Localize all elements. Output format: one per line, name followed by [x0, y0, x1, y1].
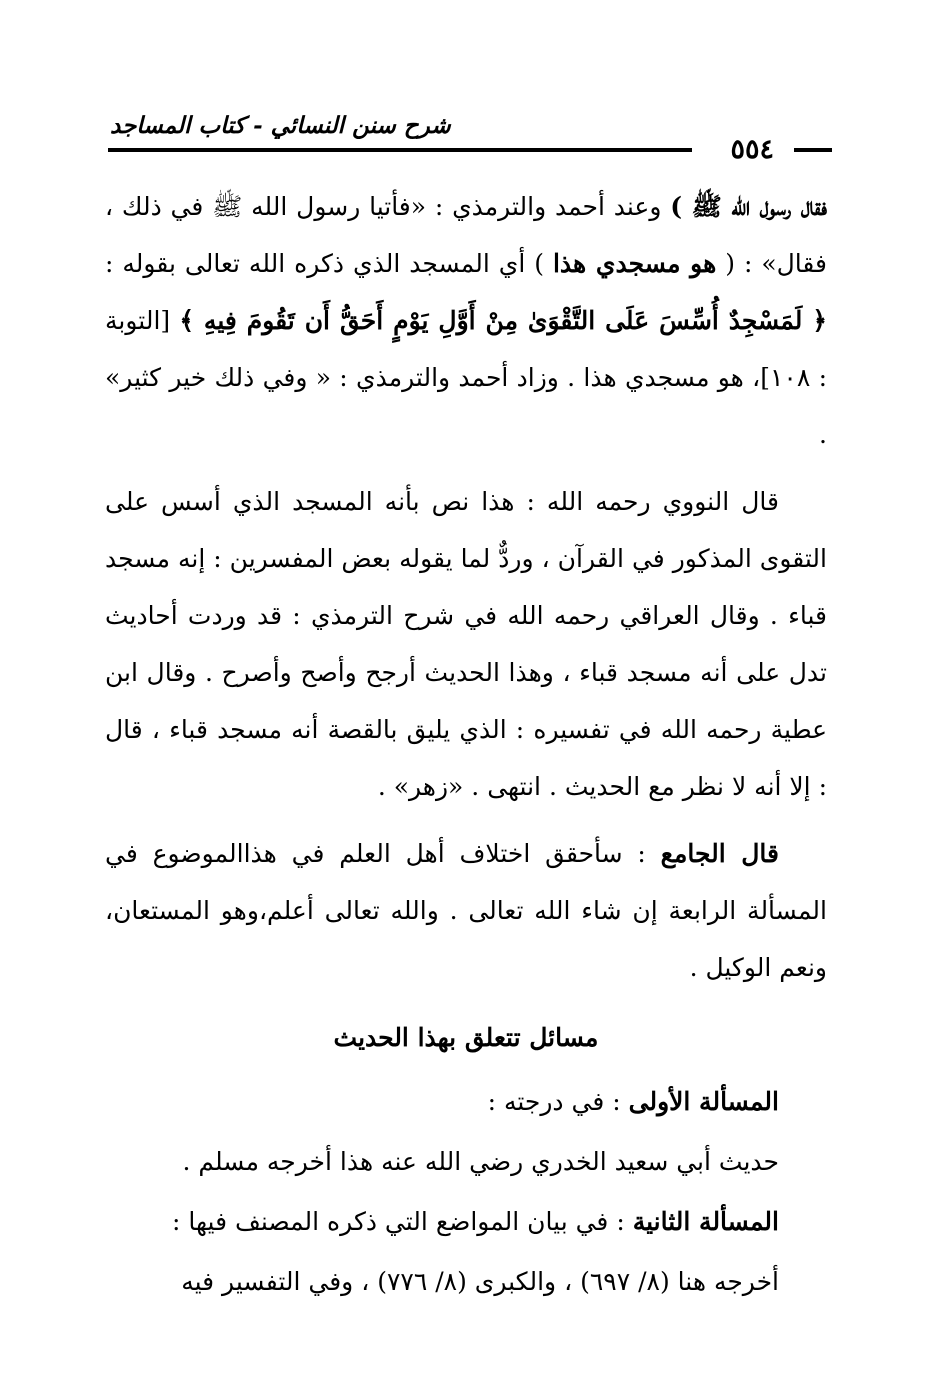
paragraph-text: وعند أحمد والترمذي : «فأتيا رسول الله ﷺ في ذلك ، فقال» : ( [105, 192, 828, 278]
issue-second-body [105, 1252, 827, 1312]
paragraph-indent [779, 839, 827, 868]
issue-text: حديث أبي سعيد الخدري رضي الله عنه هذا أخرجه مسلم . [182, 1147, 779, 1176]
bold-phrase: قال الجامع [660, 839, 779, 868]
issue-first [105, 1072, 827, 1132]
page-body [105, 178, 827, 1312]
issue-text: : في درجته : [487, 1087, 629, 1116]
paragraph-jami [105, 825, 827, 996]
issue-second [105, 1192, 827, 1252]
bold-phrase: هو مسجدي هذا [552, 249, 717, 278]
page-number-rule [794, 148, 832, 152]
issue-first-body [105, 1132, 827, 1192]
paragraph-text: قال النووي رحمه الله : هذا نص بأنه المسجد الذي أسس على التقوى المذكور في القرآن ، وردٌّ لما يقوله بعض المفسرين : إنه مسجد قباء . وقال العراقي رحمه الله في شرح الترمذي : قد وردت أحاديث تدل على أنه مسجد قباء ، وهذا الحديث أرجح وأصح وأصرح . وقال ابن عطية رحمه الله في تفسيره : الذي يليق بالقصة أنه مسجد قباء ، قال : إلا أنه لا نظر مع الحديث . انتهى . «زهر» . [105, 487, 827, 801]
section-heading: مسائل تتعلق بهذا الحديث [333, 1023, 599, 1052]
issue-text: أخرجه هنا (٨/ ٦٩٧) ، والكبرى (٨/ ٧٧٦) ، وفي التفسير فيه [181, 1267, 779, 1296]
paragraph-indent [779, 1147, 827, 1176]
issue-label: المسألة الثانية [632, 1207, 779, 1236]
paragraph-text: [التوبة : ١٠٨]، هو مسجدي هذا . وزاد أحمد والترمذي : « وفي ذلك خير كثير» . [105, 306, 827, 449]
paragraph-text: ) أي المسجد الذي ذكره الله تعالى بقوله : [105, 249, 553, 278]
running-title: شرح سنن النسائي - كتاب المساجد [110, 112, 451, 139]
paragraph-indent [779, 487, 827, 516]
paragraph-text: : سأحقق اختلاف أهل العلم في هذاالموضوع في المسألة الرابعة إن شاء الله تعالى . والله تعالى أعلم،وهو المستعان، ونعم الوكيل . [105, 839, 827, 982]
issue-label: المسألة الأولى [628, 1087, 779, 1116]
paragraph-indent [779, 1087, 827, 1116]
page-header [100, 112, 832, 167]
issue-text: : في بيان المواضع التي ذكره المصنف فيها : [172, 1207, 633, 1236]
quran-verse: ﴿ لَمَسْجِدٌ أُسِّسَ عَلَى التَّقْوَىٰ مِنْ أَوَّلِ يَوْمٍ أَحَقُّ أَن تَقُومَ فِيهِ ﴾ [179, 306, 827, 335]
paragraph-nawawi [105, 473, 827, 815]
paragraph-hadith [105, 178, 827, 463]
paragraph-indent [779, 1267, 827, 1296]
bold-phrase: فقال رسول الله ﷺ ) [670, 192, 827, 221]
header-rule [108, 148, 692, 152]
page-number: ٥٥٤ [730, 134, 774, 165]
paragraph-indent [779, 1207, 827, 1236]
